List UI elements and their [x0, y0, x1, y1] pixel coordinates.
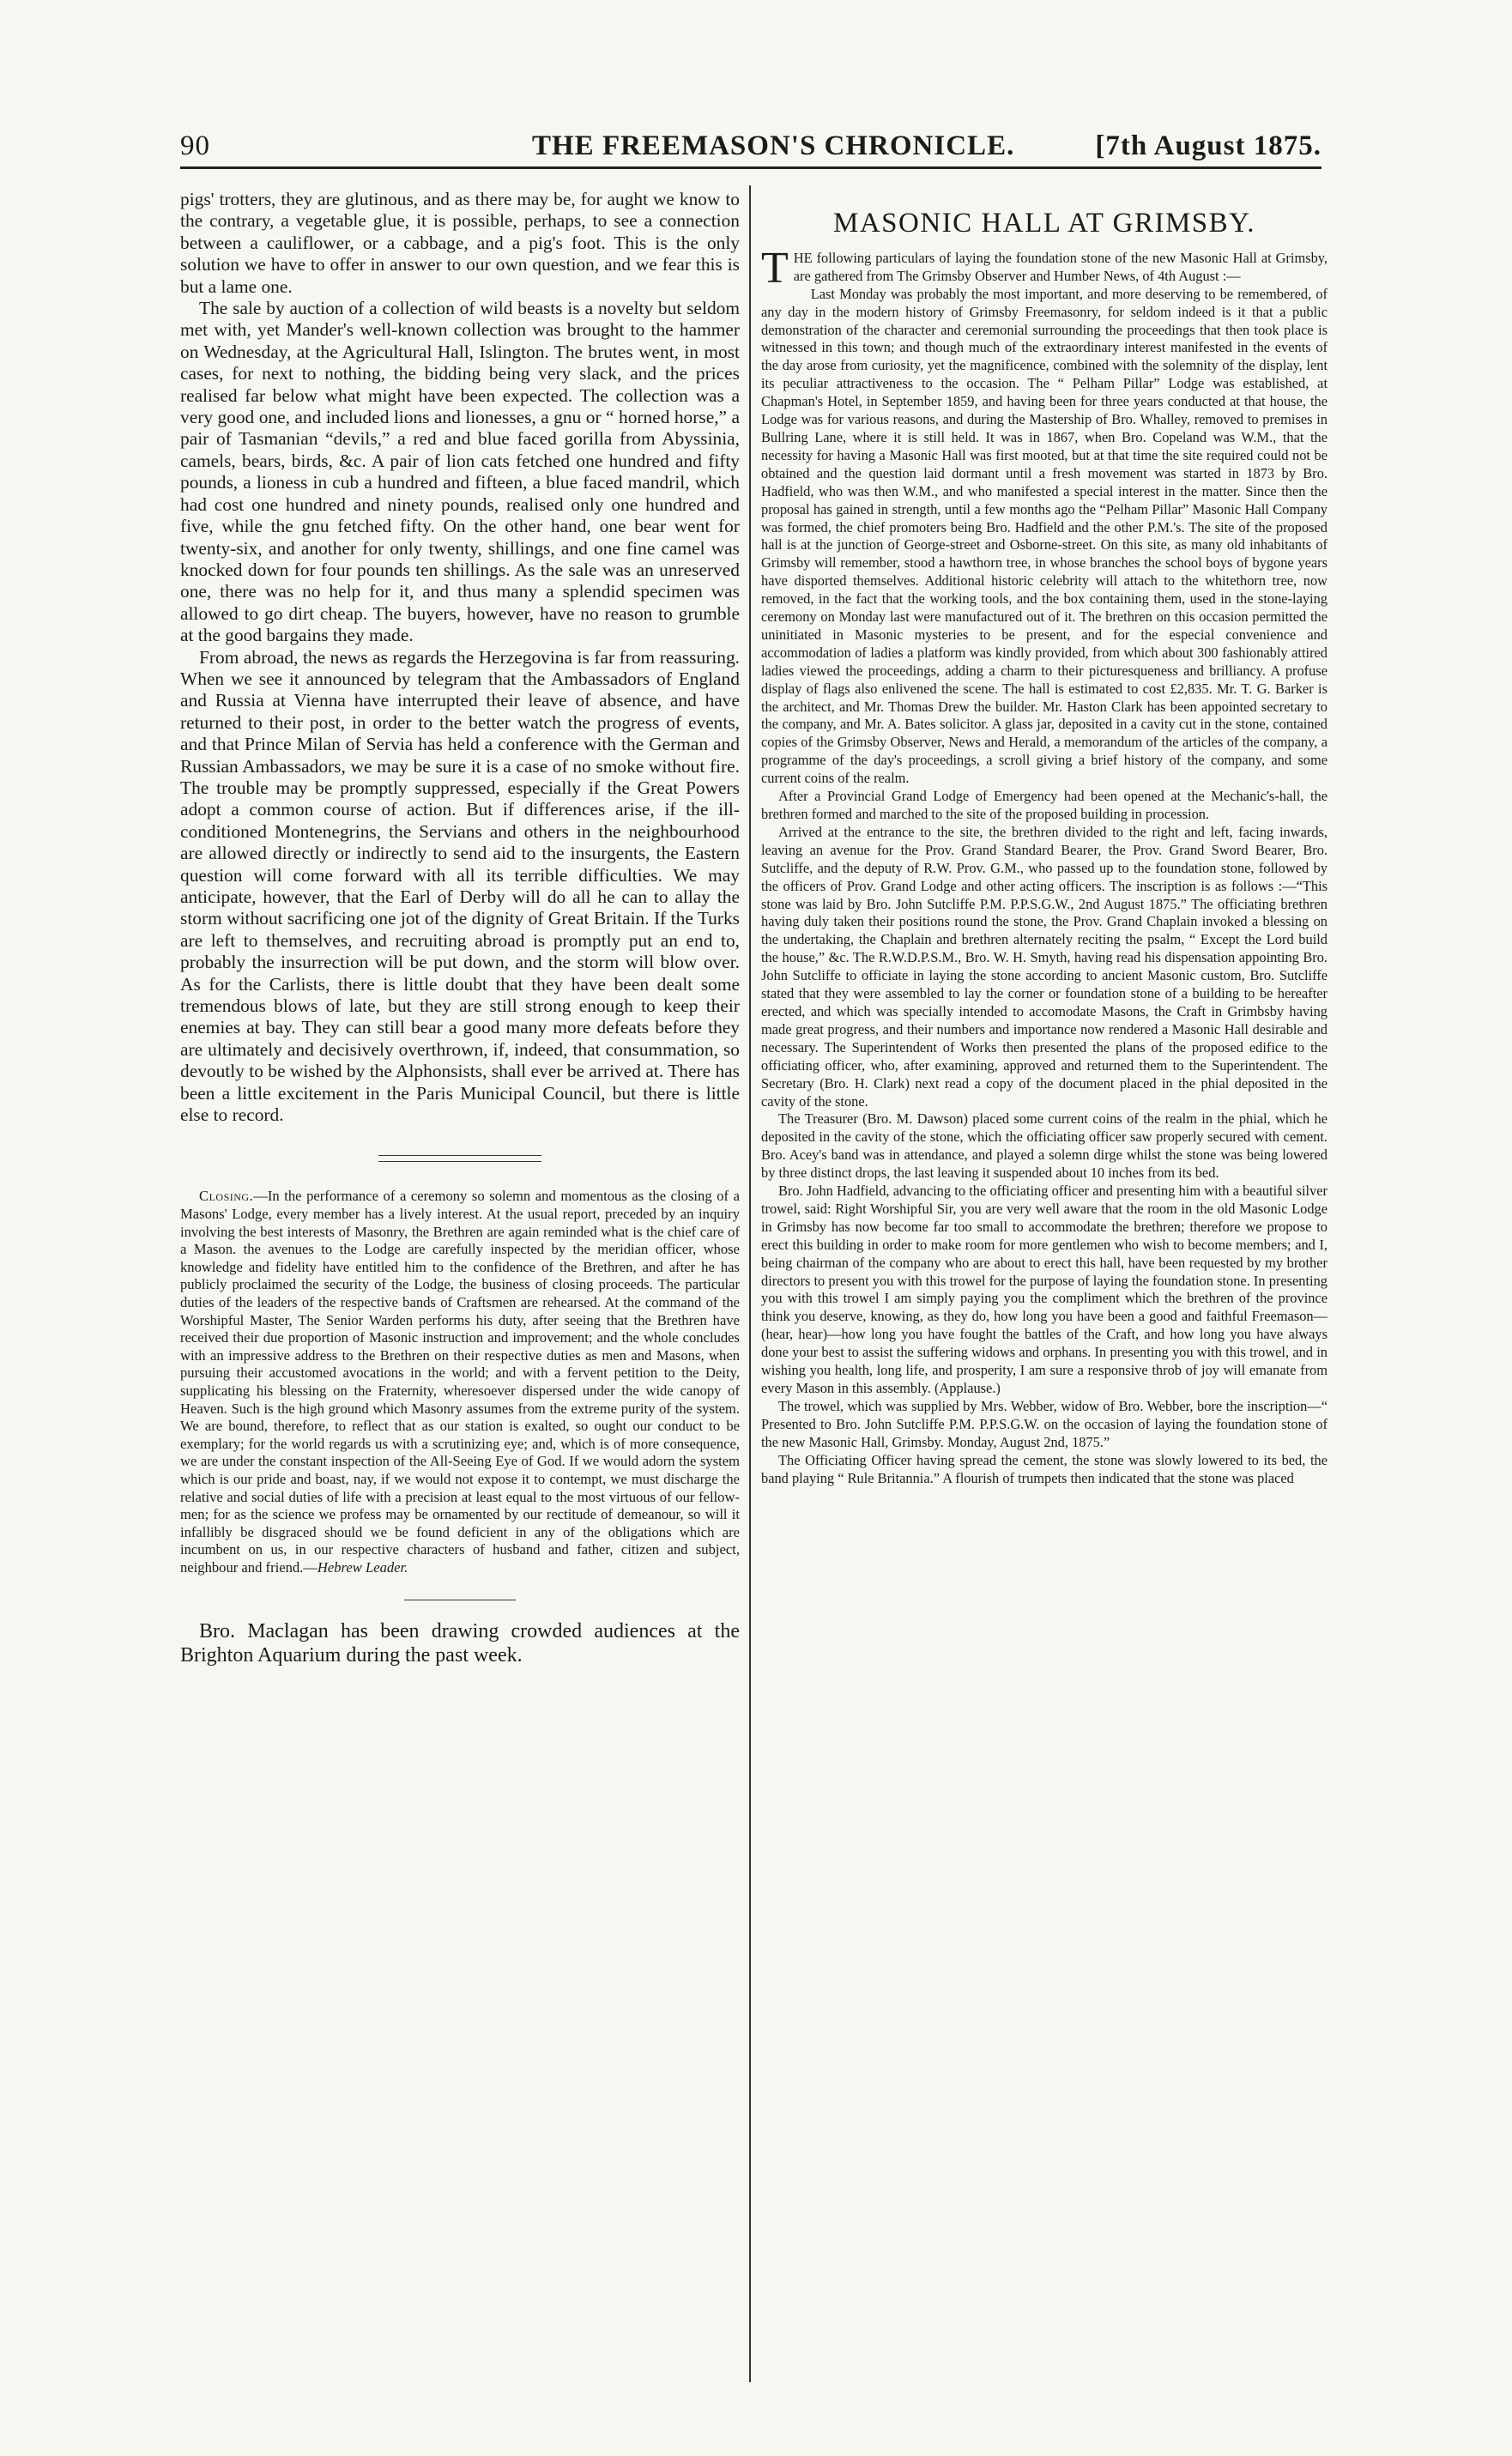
issue-date: [7th August 1875.: [1095, 130, 1321, 161]
maclagan-note: Bro. Maclagan has been drawing crowded audiences at the Brighton Aquarium during the past week.: [180, 1620, 740, 1667]
article-paragraph: Last Monday was probably the most important, and more deserving to be remembered, of any day in the modern history of Grimsby Freemasonry, for seldom indeed is it that a public demonstration of the character and ceremonial surrounding the proceedings that then took place is witnessed in this town; and though much of the extraordinary interest manifested in the events of the day arose from curiosity, yet the magnificence, combined with the solemnity of the display, lent its peculiar attractiveness to the occasion. The “ Pelham Pillar” Lodge was established, at Chapman's Hotel, in September 1859, and having been for three years conducted at that house, the Lodge was for various reasons, and during the Mastership of Bro. Whalley, removed to premises in Bullring Lane, where it is still held. It was in 1867, when Bro. Copeland was W.M., that the necessity for having a Masonic Hall was first mooted, but at that time the site required could not be obtained and the question laid dormant until a fresh movement was started in 1873 by Bro. Hadfield, who was then W.M., and who manifested a special interest in the matter. Since then the proposal has gained in strength, until a few months ago the “Pelham Pillar” Masonic Hall Company was formed, the chief promoters being Bro. Hadfield and the other P.M.'s. The site of the proposed hall is at the junction of George-street and Osborne-street. On this site, as many old inhabitants of Grimsby will remember, stood a hawthorn tree, in whose branches the school boys of bygone years have disported themselves. Additional historic celebrity will attach to the whitethorn tree, now removed, in the fact that the working tools, and the box containing them, used in the stone-laying ceremony on Monday last were manufactured out of it. The brethren on this occasion permitted the uninitiated in Masonic mysteries to be present, and for the especial convenience and accommodation of ladies a platform was kindly provided, from which about 300 fashionably attired ladies viewed the proceedings, adding a charm to their picturesqueness and brilliancy. A profuse display of flags also enlivened the scene. The hall is estimated to cost £2,835. Mr. T. G. Barker is the architect, and Mr. Thomas Drew the builder. Mr. Haston Clark has been appointed secretary to the company, and Mr. A. Bates solicitor. A glass jar, deposited in a cavity cut in the stone, contained copies of the Grimsby Observer, News and Herald, a memorandum of the articles of the company, a programme of the day's proceedings, a scroll giving a brief history of the company, and some current coins of the realm.: [761, 285, 1328, 787]
intro-text: HE following particulars of laying the foundation stone of the new Masonic Hall at Grimsby, are gathered from The Grimsby Observer and Humber News, of 4th August :—: [793, 249, 1328, 284]
left-column: [180, 189, 740, 1667]
page-header: [180, 127, 1321, 169]
article-paragraph: From abroad, the news as regards the Herzegovina is far from reassuring. When we see it announced by telegram that the Ambassadors of England and Russia at Vienna have interrupted their leave of absence, and have returned to their post, in order to the better watch the progress of events, and that Prince Milan of Servia has held a conference with the German and Russian Ambassadors, we may be sure it is a case of no smoke without fire. The trouble may be promptly suppressed, especially if the Great Powers adopt a common course of action. But if differences arise, if the ill-conditioned Montenegrins, the Servians and others in the neighbourhood are allowed directly or indirectly to send aid to the insurgents, the Eastern question will come forward with all its terrible difficulties. We may anticipate, however, that the Earl of Derby will do all he can to allay the storm without sacrificing one jot of the dignity of Great Britain. If the Turks are left to themselves, and recruiting abroad is promptly put an end to, probably the insurrection will be put down, and the storm will blow over. As for the Carlists, there is little doubt that they have been dealt some tremendous blows of late, but they are still strong enough to keep their enemies at bay. They can still bear a good many more defeats before they are ultimately and decisively overthrown, if, indeed, that consummation, so devoutly to be wished by the Alphonsists, shall ever be arrived at. There has been a little excitement in the Paris Municipal Council, but there is little else to record.: [180, 646, 740, 1126]
closing-source: Hebrew Leader.: [317, 1558, 408, 1576]
article-paragraph: Arrived at the entrance to the site, the brethren divided to the right and left, facing inwards, leaving an avenue for the Prov. Grand Standard Bearer, the Prov. Grand Sword Bearer, Bro. Sutcliffe, and the deputy of R.W. Prov. G.M., who passed up to the foundation stone, followed by the officers of Prov. Grand Lodge and other acting officers. The inscription is as follows :—“This stone was laid by Bro. John Sutcliffe P.M. P.P.S.G.W., 2nd August 1875.” The officiating brethren having duly taken their positions round the stone, the Prov. Grand Chaplain invoked a blessing on the undertaking, the Chaplain and brethren alternately reciting the psalm, “ Except the Lord build the house,” &c. The R.W.D.P.S.M., Bro. W. H. Smyth, having read his dispensation appointing Bro. John Sutcliffe to officiate in laying the stone according to ancient Masonic custom, Bro. Sutcliffe stated that they were assembled to lay the corner or foundation stone of a building to be hereafter erected, and which was specially intended to accomodate Masons, the Craft in Grimbsby having made great progress, and their numbers and importance now rendered a Masonic Hall desirable and necessary. The Superintendent of Works then presented the plans of the proposed edifice to the officiating officer, who, after examining, approved and returned them to the Superintendent. The Secretary (Bro. H. Clark) next read a copy of the document placed in the phial deposited in the cavity of the stone.: [761, 823, 1328, 1110]
column-rule: [749, 185, 751, 2382]
article-paragraph: After a Provincial Grand Lodge of Emergency had been opened at the Mechanic's-hall, the brethren formed and marched to the site of the proposed building in procession.: [761, 788, 1328, 822]
closing-note: [180, 1188, 740, 1576]
right-column: [761, 208, 1328, 1487]
article-paragraph: pigs' trotters, they are glutinous, and as there may be, for aught we know to the contrary, a vegetable glue, it is possible, perhaps, to see a connection between a cauliflower, or a cabbage, and a pig's foot. This is the only solution we have to offer in answer to our own question, and we fear this is but a lame one.: [180, 189, 740, 297]
closing-label: Closing.: [199, 1188, 254, 1205]
closing-text: —In the performance of a ceremony so solemn and momentous as the closing of a Masons' Lodge, every member has a lively interest. At the usual report, preceded by an inquiry involving the best interests of Masonry, the Brethren are again reminded what is the chief care of a Mason. the avenues to the Lodge are carefully inspected by the meridian officer, whose knowledge and fidelity have entitled him to the confidence of the Brethren, and after he has publicly proclaimed the security of the Lodge, the business of closing proceeds. The particular duties of the leaders of the respective bands of Craftsmen are rehearsed. At the command of the Worshipful Master, The Senior Warden performs his duty, after seeing that the Brethren have received their due proportion of Masonic instruction and improvement; and the whole concludes with an impressive address to the Brethren on their respective duties as men and Masons, when pursuing their accustomed avocations in the world; and with a fervent petition to the Deity, supplicating his blessing on the Fraternity, wheresoever dispersed under the wide canopy of Heaven. Such is the high ground which Masonry assumes from the extreme purity of the system. We are bound, therefore, to reflect that as our station is exalted, so ought our conduct to be exemplary; for the world regards us with a scrutinizing eye; and, which is of more consequence, we are under the constant inspection of the All-Seeing Eye of God. If we would adorn the system which is our pride and boast, nay, if we would not expose it to contempt, we must discharge the relative and social duties of life with a precision at least equal to the most virtuous of our fellow-men; for as the science we profess may be ornamented by our rectitude of demeanour, so will it infallibly be disgraced should we be found deficient in any of the obligations which are incumbent on us, in our respective characters of husband and father, citizen and subject, neighbour and friend.—: [180, 1188, 740, 1576]
drop-cap: T: [761, 243, 789, 293]
article-paragraph: The trowel, which was supplied by Mrs. Webber, widow of Bro. Webber, bore the inscription—“ Presented to Bro. John Sutcliffe P.M. P.P.S.G.W. on the occasion of laying the foundation stone of the new Masonic Hall, Grimsby. Monday, August 2nd, 1875.”: [761, 1397, 1328, 1450]
section-divider: [378, 1155, 541, 1162]
page-number: 90: [180, 130, 210, 161]
article-paragraph: The Officiating Officer having spread the cement, the stone was slowly lowered to its bed, the band playing “ Rule Britannia.” A flourish of trumpets then indicated that the stone was placed: [761, 1451, 1328, 1486]
article-paragraph: The sale by auction of a collection of wild beasts is a novelty but seldom met with, yet Mander's well-known collection was brought to the hammer on Wednesday, at the Agricultural Hall, Islington. The brutes went, in most cases, for next to nothing, the bidding being very slack, and the prices realised far below what might have been expected. The collection was a very good one, and included lions and lionesses, a gnu or “ horned horse,” a pair of Tasmanian “devils,” a red and blue faced gorilla from Abyssinia, camels, bears, birds, &c. A pair of lion cats fetched one hundred and fifty pounds, a lioness in cub a hundred and fifteen, a blue faced mandril, which had cost one hundred and ninety pounds, realised only one hundred and five, while the gnu fetched fifty. On the other hand, one bear went for twenty-six, and another for only twenty, shillings, and one fine camel was knocked down for four pounds ten shillings. As the sale was an unreserved one, there was no help for it, and thus many a splendid specimen was allowed to go dirt cheap. The buyers, however, have no reason to grumble at the good bargains they made.: [180, 298, 740, 646]
article-intro: [761, 243, 1328, 293]
publication-title: THE FREEMASON'S CHRONICLE.: [532, 130, 1015, 161]
note-separator: [404, 1600, 516, 1601]
article-heading: MASONIC HALL AT GRIMSBY.: [833, 208, 1255, 239]
article-paragraph: Bro. John Hadfield, advancing to the officiating officer and presenting him with a beautiful silver trowel, said: Right Worshipful Sir, you are very well aware that the room in the old Masonic Lodge in Grimsby has now become far too small to accommodate the brethren; therefore we propose to erect this building in order to make room for more gentlemen who wish to become members; and I, being chairman of the company who are about to erect this hall, have been requested by my brother directors to present you with this trowel for the purpose of laying the foundation stone. In presenting you with this trowel I am simply paying you the compliment which the brethren of the province think you deserve, knowing, as they do, how long you have been a good and faithful Freemason—(hear, hear)—how long you have fought the battles of the Craft, and how long you have always done your best to assist the suffering widows and orphans. In presenting you with this trowel, and in wishing you health, long life, and prosperity, I am sure a responsive throb of joy will emanate from every Mason in this assembly. (Applause.): [761, 1183, 1328, 1396]
article-paragraph: The Treasurer (Bro. M. Dawson) placed some current coins of the realm in the phial, which he deposited in the cavity of the stone, which the officiating officer saw properly secured with cement. Bro. Acey's band was in attendance, and played a solemn dirge whilst the stone was being lowered by three distinct drops, the last leaving it suspended about 10 inches from its bed.: [761, 1110, 1328, 1182]
